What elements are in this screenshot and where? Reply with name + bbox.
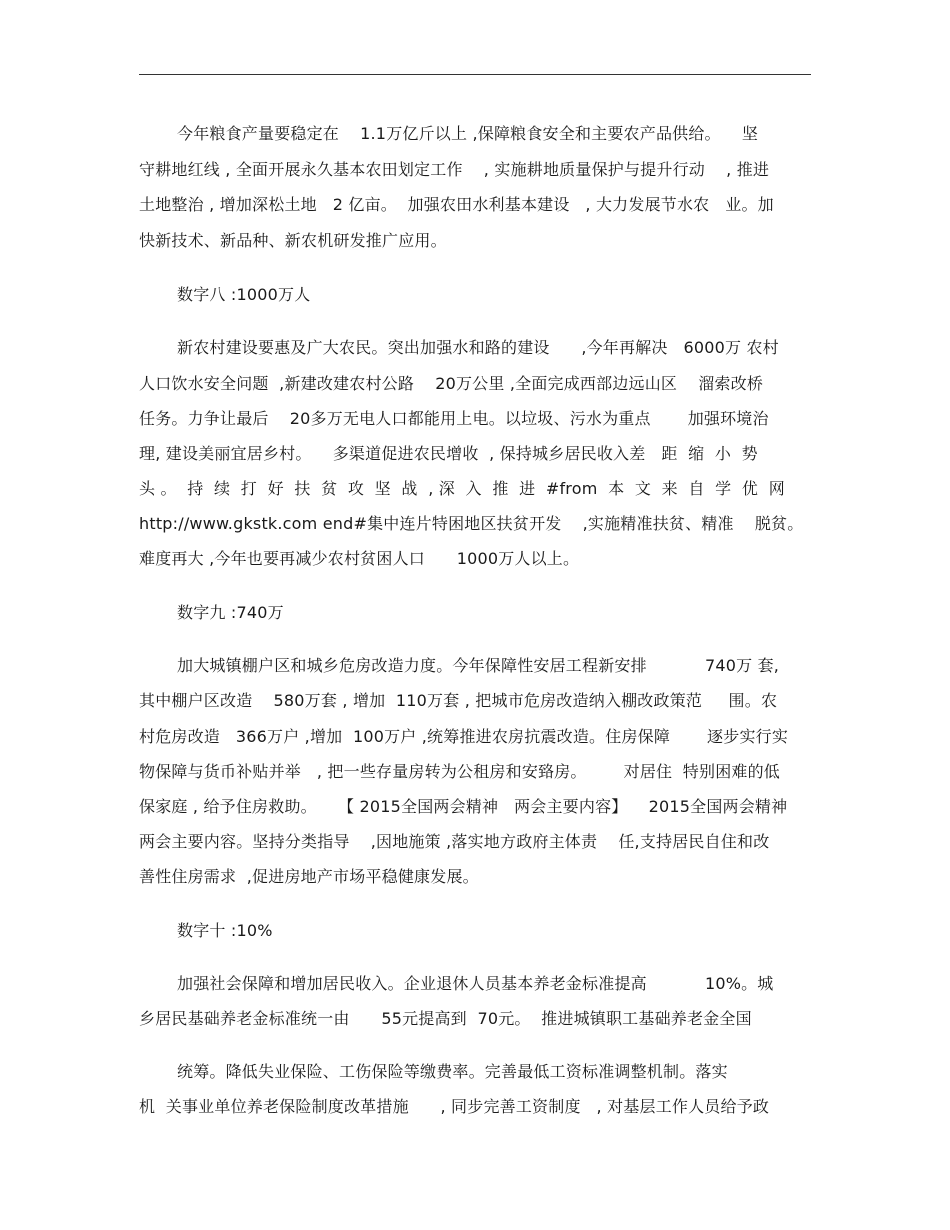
section-heading: 数字八 :1000万人 — [177, 285, 311, 304]
paragraph-line: http://www.gkstk.com end#集中连片特困地区扶贫开发 ,实施精准扶贫、精准 脱贫。 — [139, 514, 804, 533]
paragraph-line: 难度再大 ,今年也要再减少农村贫困人口 1000万人以上。 — [139, 549, 580, 568]
paragraph-line: 物保障与货币补贴并举 , 把一些存量房转为公租房和安臵房。 对居住 特别困难的低 — [139, 762, 781, 781]
paragraph-line: 善性住房需求 ,促进房地产市场平稳健康发展。 — [139, 867, 479, 886]
paragraph-line: 统筹。降低失业保险、工伤保险等缴费率。完善最低工资标准调整机制。落实 — [177, 1062, 728, 1081]
paragraph-line: 两会主要内容。坚持分类指导 ,因地施策 ,落实地方政府主体责 任,支持居民自住和改 — [139, 832, 770, 851]
paragraph-line: 头 。 持 续 打 好 扶 贫 攻 坚 战 , 深 入 推 进 #from 本 文 来 自 学 优 网 — [139, 479, 785, 498]
paragraph-line: 乡居民基础养老金标准统一由 55元提高到 70元。 推进城镇职工基础养老金全国 — [139, 1009, 752, 1028]
paragraph-line: 加强社会保障和增加居民收入。企业退休人员基本养老金标准提高 10%。城 — [177, 974, 774, 993]
section-heading: 数字九 :740万 — [177, 603, 284, 622]
paragraph-line: 其中棚户区改造 580万套 , 增加 110万套 , 把城市危房改造纳入棚改政策范 围。农 — [139, 691, 778, 710]
paragraph-line: 保家庭 , 给予住房救助。 【 2015全国两会精神 两会主要内容】 2015全国两会精神 — [139, 797, 788, 816]
paragraph-line: 守耕地红线 , 全面开展永久基本农田划定工作 , 实施耕地质量保护与提升行动 , 推进 — [139, 160, 770, 179]
paragraph-line: 理, 建设美丽宜居乡村。 多渠道促进农民增收 , 保持城乡居民收入差 距 缩 小 势 — [139, 444, 758, 463]
paragraph-line: 任务。力争让最后 20多万无电人口都能用上电。以垃圾、污水为重点 加强环境治 — [139, 409, 769, 428]
paragraph-line: 机 关事业单位养老保险制度改革措施 , 同步完善工资制度 , 对基层工作人员给予政 — [139, 1097, 770, 1116]
paragraph-line: 人口饮水安全问题 ,新建改建农村公路 20万公里 ,全面完成西部边远山区 溜索改桥 — [139, 374, 764, 393]
paragraph-line: 快新技术、新品种、新农机研发推广应用。 — [139, 231, 447, 250]
paragraph-line: 加大城镇棚户区和城乡危房改造力度。今年保障性安居工程新安排 740万 套, — [177, 656, 780, 675]
paragraph-line: 今年粮食产量要稳定在 1.1万亿斤以上 ,保障粮食安全和主要农产品供给。 坚 — [177, 124, 759, 143]
paragraph-line: 村危房改造 366万户 ,增加 100万户 ,统筹推进农房抗震改造。住房保障 逐步实行实 — [139, 727, 789, 746]
paragraph-line: 新农村建设要惠及广大农民。突出加强水和路的建设 ,今年再解决 6000万 农村 — [177, 338, 779, 357]
paragraph-line: 土地整治 , 增加深松土地 2 亿亩。 加强农田水利基本建设 , 大力发展节水农 业。加 — [139, 195, 774, 214]
section-heading: 数字十 :10% — [177, 921, 273, 940]
header-rule — [139, 74, 811, 75]
